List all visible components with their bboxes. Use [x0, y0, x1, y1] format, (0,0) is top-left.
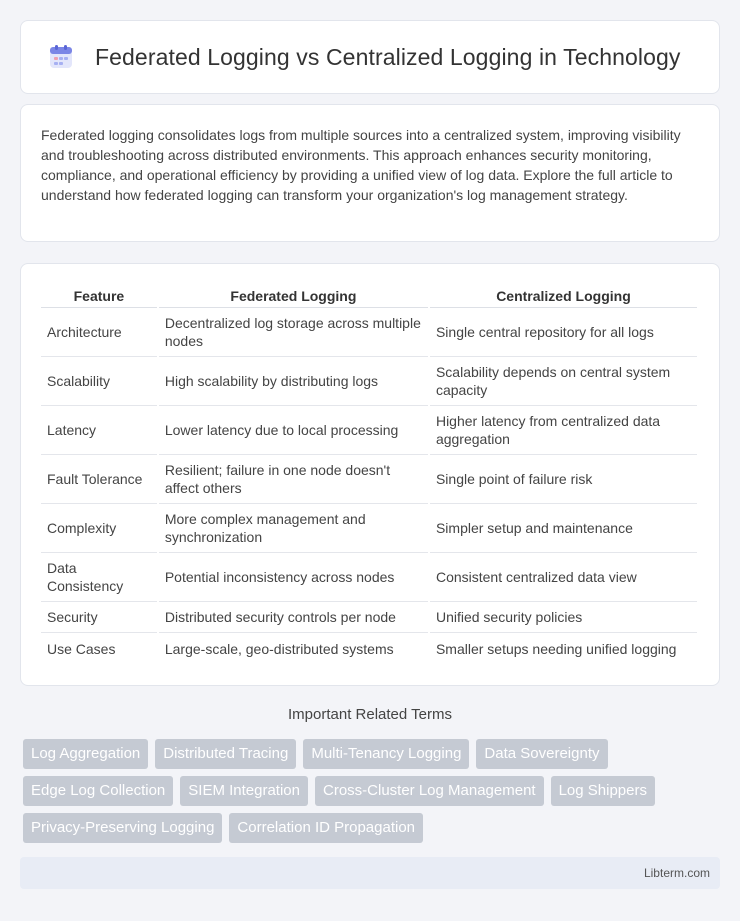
- feature-cell: Security: [41, 602, 157, 633]
- table-row: [41, 553, 697, 602]
- footer: [20, 857, 720, 889]
- table-row: [41, 504, 697, 553]
- related-terms-list: [23, 739, 723, 843]
- centralized-cell: Higher latency from centralized data aggregation: [430, 406, 697, 455]
- federated-cell: Distributed security controls per node: [159, 602, 428, 633]
- table-row: [41, 633, 697, 664]
- centralized-cell: Single point of failure risk: [430, 455, 697, 504]
- related-terms-title: Important Related Terms: [288, 706, 452, 723]
- centralized-cell: Unified security policies: [430, 602, 697, 633]
- feature-cell: Latency: [41, 406, 157, 455]
- federated-cell: Lower latency due to local processing: [159, 406, 428, 455]
- centralized-cell: Scalability depends on central system capacity: [430, 357, 697, 406]
- feature-cell: Use Cases: [47, 640, 116, 657]
- federated-cell: Large-scale, geo-distributed systems: [164, 640, 394, 657]
- feature-cell: Fault Tolerance: [41, 455, 157, 504]
- table-row: [41, 357, 697, 406]
- related-term-tag[interactable]: Privacy-Preserving Logging: [23, 813, 222, 843]
- table-row: [41, 455, 697, 504]
- federated-cell: More complex management and synchronization: [159, 504, 428, 553]
- centralized-cell: Consistent centralized data view: [430, 553, 697, 602]
- related-term-tag[interactable]: Cross-Cluster Log Management: [315, 776, 544, 806]
- table-row: [41, 602, 697, 633]
- related-term-tag[interactable]: Log Aggregation: [23, 739, 148, 769]
- table-header-row: [41, 284, 697, 308]
- federated-cell: Decentralized log storage across multiple nodes: [159, 308, 428, 357]
- column-header-federated: Federated Logging: [159, 284, 428, 308]
- related-term-tag[interactable]: Distributed Tracing: [155, 739, 296, 769]
- related-term-tag[interactable]: Data Sovereignty: [476, 739, 607, 769]
- feature-cell: Data Consistency: [41, 553, 157, 602]
- calendar-icon: [47, 43, 75, 71]
- centralized-cell: Single central repository for all logs: [430, 308, 697, 357]
- centralized-cell: Smaller setups needing unified logging: [435, 640, 677, 657]
- feature-cell: Complexity: [41, 504, 157, 553]
- centralized-cell: Simpler setup and maintenance: [430, 504, 697, 553]
- federated-cell: High scalability by distributing logs: [159, 357, 428, 406]
- column-header-feature: Feature: [41, 284, 157, 308]
- federated-cell: Resilient; failure in one node doesn't affect others: [159, 455, 428, 504]
- footer-site-link[interactable]: Libterm.com: [643, 866, 710, 880]
- related-term-tag[interactable]: Multi-Tenancy Logging: [303, 739, 469, 769]
- feature-cell: Architecture: [41, 308, 157, 357]
- federated-cell: Potential inconsistency across nodes: [159, 553, 428, 602]
- page-title: Federated Logging vs Centralized Logging in Technology: [95, 43, 681, 70]
- column-header-centralized: Centralized Logging: [430, 284, 697, 308]
- related-term-tag[interactable]: SIEM Integration: [180, 776, 308, 806]
- comparison-card: [20, 263, 720, 686]
- table-row: [41, 406, 697, 455]
- table-row: [41, 308, 697, 357]
- feature-cell: Scalability: [41, 357, 157, 406]
- comparison-table: [39, 284, 699, 664]
- related-term-tag[interactable]: Log Shippers: [551, 776, 655, 806]
- header-card: [20, 20, 720, 94]
- intro-text: Federated logging consolidates logs from multiple sources into a centralized system, improving visibility and troubleshooting across distributed environments. This approach enhances security monitoring, compliance, and operational efficiency by providing a unified view of log data. Explore the full article to understand how federated logging can transform your organization's log management strategy.: [41, 127, 681, 203]
- related-term-tag[interactable]: Correlation ID Propagation: [229, 813, 423, 843]
- related-term-tag[interactable]: Edge Log Collection: [23, 776, 173, 806]
- intro-card: [20, 104, 720, 242]
